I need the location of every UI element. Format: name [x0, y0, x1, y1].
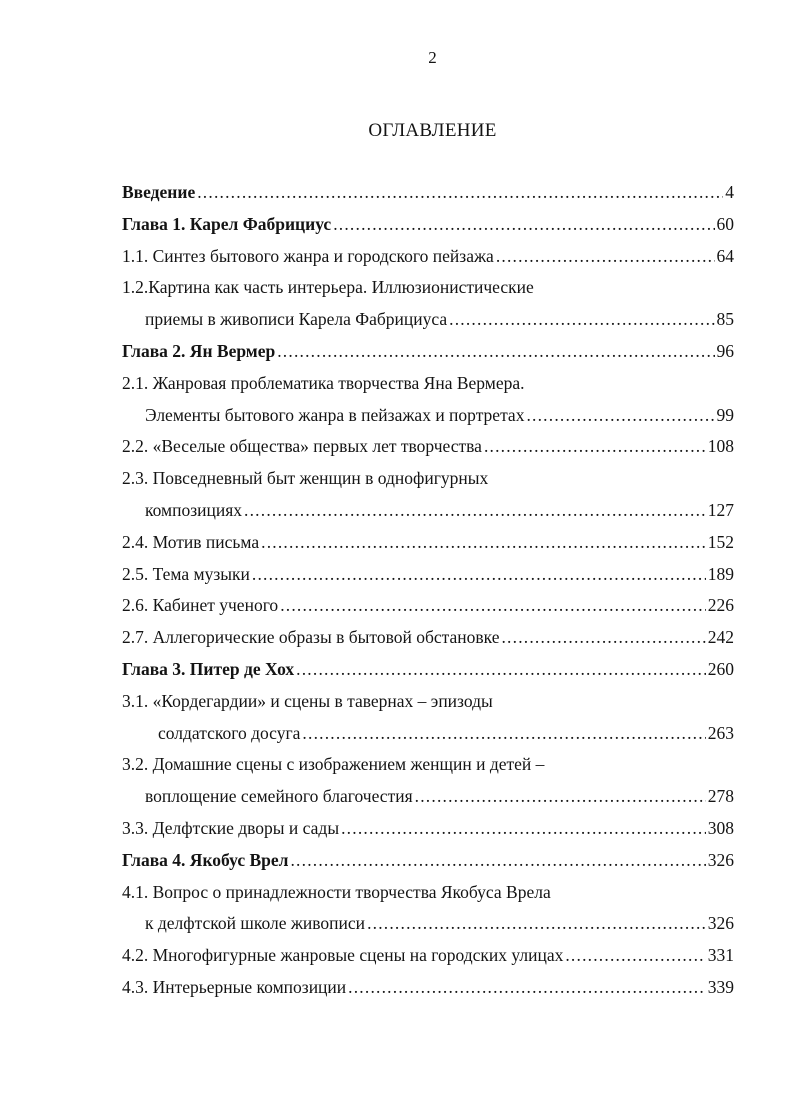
toc-entry-page: 60 [716, 213, 734, 234]
leader-dots [261, 532, 706, 553]
toc-entry-text: солдатского досуга [158, 722, 301, 743]
toc-entry-3-1-cont [122, 723, 734, 755]
toc-entry-3-2-cont [122, 786, 734, 818]
toc-entry-page: 339 [707, 976, 734, 997]
leader-dots [244, 500, 706, 521]
leader-dots [296, 659, 706, 680]
toc-entry-page: 242 [707, 627, 734, 648]
leader-dots [280, 595, 706, 616]
toc-entry-text: 2.3. Повседневный быт женщин в однофигурных [122, 468, 489, 489]
toc-entry-text: Глава 3. Питер де Хох [122, 658, 295, 679]
leader-dots [415, 786, 706, 807]
toc-entry-text: 2.4. Мотив письма [122, 531, 260, 552]
toc-entry-1-2-cont [122, 309, 734, 341]
toc-entry-text: 3.1. «Кордегардии» и сцены в тавернах – эпизоды [122, 690, 493, 711]
toc-entry-4-1 [122, 882, 734, 914]
toc-entry-2-7 [122, 627, 734, 659]
toc-entry-page: 260 [707, 658, 734, 679]
toc-entry-page: 189 [707, 563, 734, 584]
toc-entry-text: Глава 4. Якобус Врел [122, 849, 289, 870]
toc-entry-text: к делфтской школе живописи [145, 913, 366, 934]
toc-entry-page: 326 [707, 849, 734, 870]
leader-dots [252, 564, 706, 585]
toc-entry-2-1-cont [122, 405, 734, 437]
leader-dots [367, 913, 706, 934]
toc-entry-chapter-4 [122, 850, 734, 882]
toc-entry-3-3 [122, 818, 734, 850]
toc-entry-text: 3.2. Домашние сцены с изображением женщин и детей – [122, 754, 545, 775]
toc-entry-text: 4.2. Многофигурные жанровые сцены на городских улицах [122, 945, 564, 966]
toc-entry-page: 127 [707, 499, 734, 520]
toc-entry-text: 1.2.Картина как часть интерьера. Иллюзионистические [122, 277, 534, 298]
toc-entry-1-2 [122, 277, 734, 309]
toc-entry-text: 2.2. «Веселые общества» первых лет творчества [122, 436, 482, 457]
leader-dots [290, 850, 705, 871]
toc-entry-2-3 [122, 468, 734, 500]
toc-entry-text: Глава 1. Карел Фабрициус [122, 213, 332, 234]
toc-entry-text: композициях [145, 499, 243, 520]
toc-entry-page: 308 [707, 817, 734, 838]
toc-entry-text: Глава 2. Ян Вермер [122, 340, 276, 361]
leader-dots [333, 214, 714, 235]
toc-entry-text: 1.1. Синтез бытового жанра и городского пейзажа [122, 245, 494, 266]
toc-entry-page: 99 [716, 404, 734, 425]
toc-entry-text: 2.6. Кабинет ученого [122, 595, 279, 616]
toc-entry-4-1-cont [122, 913, 734, 945]
leader-dots [277, 341, 714, 362]
leader-dots [496, 246, 715, 267]
leader-dots [484, 436, 706, 457]
toc-entry-page: 226 [707, 595, 734, 616]
toc-entry-2-2 [122, 436, 734, 468]
leader-dots [302, 723, 705, 744]
toc-entry-text: 4.3. Интерьерные композиции [122, 976, 347, 997]
toc-entry-2-6 [122, 595, 734, 627]
leader-dots [501, 627, 705, 648]
toc-entry-text: Элементы бытового жанра в пейзажах и портретах [145, 404, 525, 425]
leader-dots [526, 405, 714, 426]
toc-entry-4-2 [122, 945, 734, 977]
page-number: 2 [428, 48, 437, 67]
toc-entry-text: приемы в живописи Карела Фабрициуса [145, 309, 448, 330]
toc-entry-text: 4.1. Вопрос о принадлежности творчества Якобуса Врела [122, 881, 551, 902]
toc-entry-page: 4 [725, 182, 734, 202]
toc-entry-page: 263 [707, 722, 734, 743]
toc-entry-text: 2.1. Жанровая проблематика творчества Яна Вермера. [122, 372, 525, 393]
toc-entry-text: 2.7. Аллегорические образы в бытовой обстановке [122, 627, 500, 648]
toc-entry-text: Введение [122, 182, 196, 202]
toc-entry-page: 64 [716, 245, 734, 266]
toc-title: ОГЛАВЛЕНИЕ [368, 120, 497, 141]
toc-entry-4-3 [122, 977, 734, 1009]
toc-entry-page: 96 [716, 340, 734, 361]
leader-dots [341, 818, 706, 839]
leader-dots [449, 309, 714, 330]
toc-entry-2-3-cont [122, 500, 734, 532]
toc-entry-text: воплощение семейного благочестия [145, 786, 413, 807]
toc-entry-introduction [122, 182, 734, 214]
toc-entry-1-1 [122, 246, 734, 278]
toc-entry-chapter-1 [122, 214, 734, 246]
leader-dots [348, 977, 706, 998]
toc-entry-text: 2.5. Тема музыки [122, 563, 250, 584]
toc-entry-page: 108 [707, 436, 734, 457]
toc-entry-text: 3.3. Делфтские дворы и сады [122, 817, 340, 838]
toc-entry-2-1 [122, 373, 734, 405]
leader-dots [565, 945, 705, 966]
toc-entry-chapter-3 [122, 659, 734, 691]
toc-entry-page: 152 [707, 531, 734, 552]
toc-entry-2-4 [122, 532, 734, 564]
toc-entry-page: 278 [707, 786, 734, 807]
toc-entry-2-5 [122, 564, 734, 596]
toc-entry-page: 326 [707, 913, 734, 934]
toc-entry-page: 85 [716, 309, 734, 330]
toc-entry-3-1 [122, 691, 734, 723]
toc-entry-3-2 [122, 754, 734, 786]
toc-entry-chapter-2 [122, 341, 734, 373]
table-of-contents [122, 182, 734, 1009]
toc-entry-page: 331 [707, 945, 734, 966]
leader-dots [197, 182, 723, 203]
